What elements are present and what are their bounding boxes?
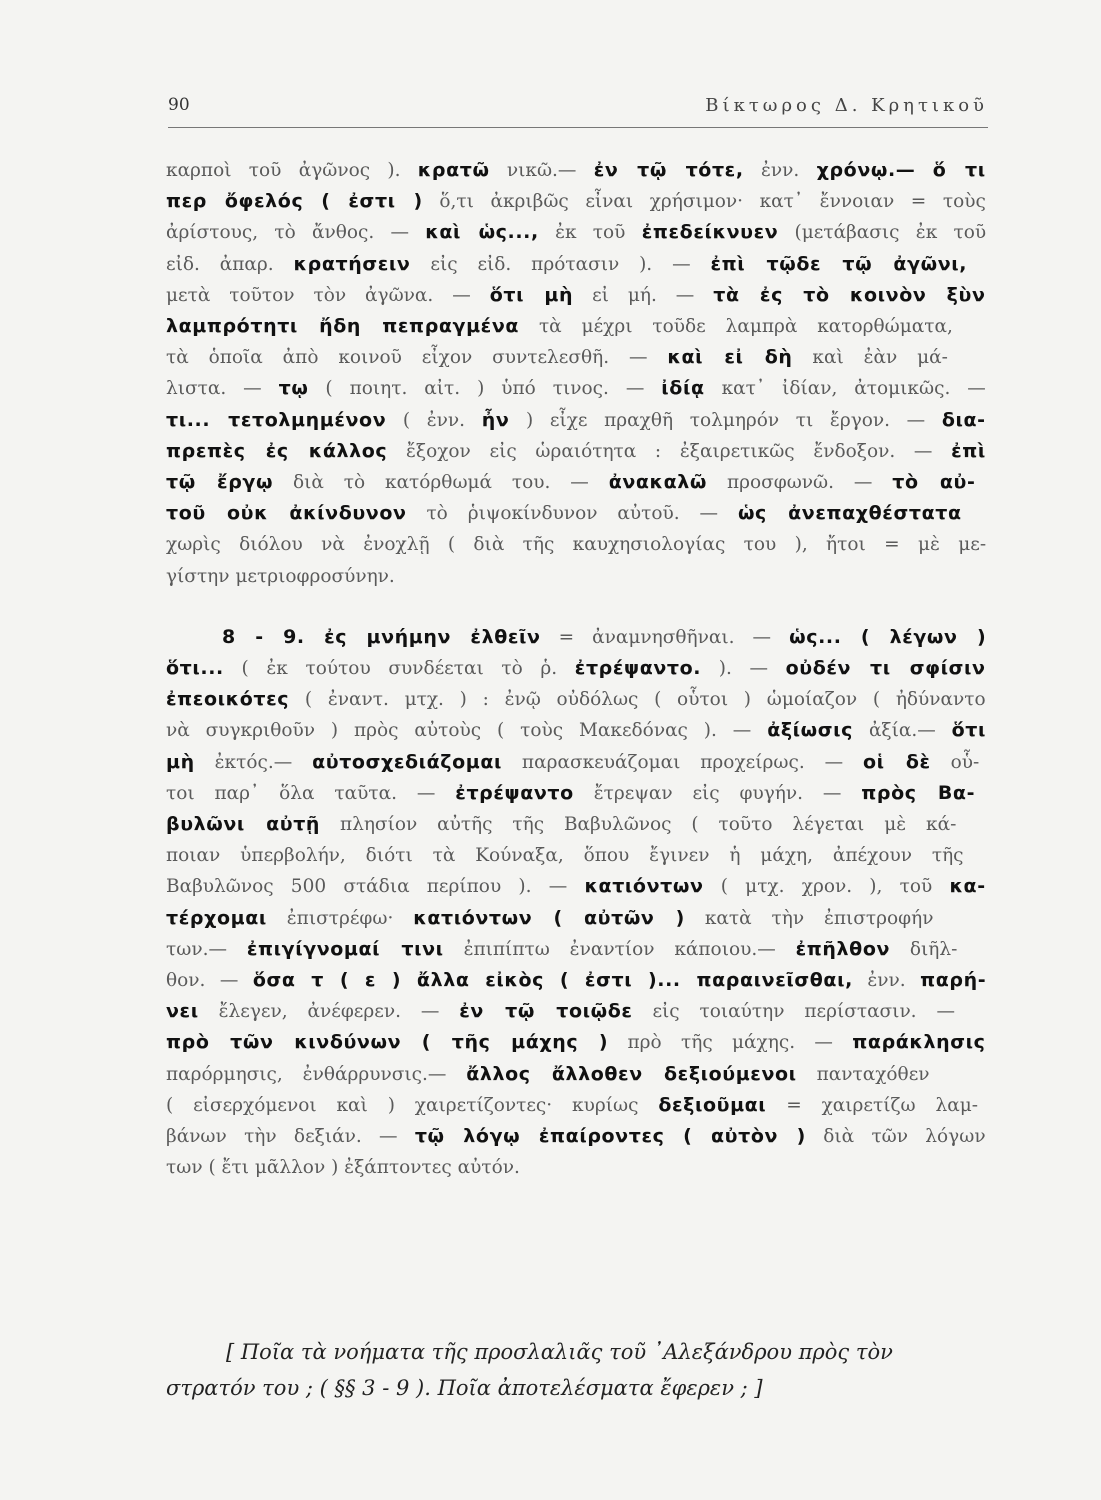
lemma-term: νει xyxy=(166,1000,199,1023)
gloss-text: εἰ μή. — xyxy=(592,284,695,306)
lemma-term: ἐπὶ τῷδε τῷ ἀγῶνι, xyxy=(710,252,968,275)
gloss-text: ( εἰσερχόμενοι καὶ ) χαιρετίζοντες· κυρίως xyxy=(166,1094,639,1116)
lemma-term: ἄλλος ἄλλοθεν δεξιούμενοι xyxy=(466,1062,797,1085)
lemma-term: ἐπιγίγνομαί τινι xyxy=(246,937,444,960)
text-line xyxy=(166,622,986,653)
gloss-text: τὰ μέχρι τοῦδε λαμπρὰ κατορθώματα, xyxy=(538,316,953,338)
lemma-term: δεξιοῦμαι xyxy=(658,1093,767,1116)
study-question-line-2: στρατόν του ; ( §§ 3 - 9 ). Ποῖα ἀποτελέσματα ἔφερεν ; ] xyxy=(166,1376,763,1400)
gloss-text: τὸ ῥιψοκίνδυνον αὐτοῦ. — xyxy=(426,503,719,525)
lemma-term: ἐν τῷ τότε, xyxy=(593,159,744,181)
lemma-term: ἀξίωσις xyxy=(767,719,854,742)
lemma-term: τῳ xyxy=(278,377,309,400)
text-line xyxy=(166,684,986,715)
lemma-term: κατιόντων xyxy=(584,875,704,898)
lemma-term: τῷ ἔργῳ xyxy=(166,471,274,494)
text-line xyxy=(166,1059,986,1090)
gloss-text: ἔλεγεν, ἀνέφερεν. — xyxy=(218,1001,440,1023)
page-number: 90 xyxy=(168,95,190,115)
header-rule xyxy=(168,127,988,128)
text-line xyxy=(166,934,986,965)
lemma-term: ἦν xyxy=(481,408,510,431)
lemma-term: καὶ εἰ δὴ xyxy=(667,346,793,369)
gloss-text: ἐνν. xyxy=(760,160,800,181)
lemma-term: ἐπεδείκνυεν xyxy=(641,221,779,244)
study-question-line-1: [ Ποῖα τὰ νοήματα τῆς προσλαλιᾶς τοῦ ᾿Αλεξάνδρου πρὸς τὸν xyxy=(226,1340,893,1364)
gloss-text: ( ποιητ. αἰτ. ) ὑπό τινος. — xyxy=(325,378,645,400)
lemma-term: ἐτρέψαντο. xyxy=(574,657,702,680)
gloss-text: νικῶ.— xyxy=(506,160,577,181)
text-line xyxy=(166,1090,986,1121)
text-line xyxy=(166,217,986,248)
gloss-text: = χαιρετίζω λαμ- xyxy=(786,1094,978,1116)
gloss-text: ). — xyxy=(718,658,768,680)
lemma-term: κρατῶ xyxy=(417,159,490,181)
gloss-text: λιστα. — xyxy=(166,378,262,400)
text-line xyxy=(166,405,986,436)
text-line xyxy=(166,561,986,592)
text-line xyxy=(166,529,986,560)
gloss-text: πανταχόθεν xyxy=(816,1063,930,1085)
lemma-term: ὅτι... xyxy=(166,657,224,680)
gloss-text: ἐκτός.— xyxy=(214,751,293,773)
gloss-text: ( ἐναντ. μτχ. ) : ἐνῷ οὐδόλως ( οὗτοι ) ὡμοίαζον ( ἠδύναντο xyxy=(304,689,986,711)
text-line xyxy=(166,155,986,186)
lemma-term: πρεπὲς ἐς κάλλος xyxy=(166,439,388,462)
gloss-text: ἔξοχον εἰς ὡραιότητα : ἐξαιρετικῶς ἔνδοξον. — xyxy=(405,440,933,462)
gloss-text: ἐπιπίπτω ἐναντίον κάποιου.— xyxy=(463,938,776,960)
gloss-text: εἰς τοιαύτην περίστασιν. — xyxy=(652,1001,955,1023)
gloss-text: τὰ ὁποῖα ἀπὸ κοινοῦ εἶχον συντελεσθῆ. — xyxy=(166,347,648,369)
gloss-text: πρὸ τῆς μάχης. — xyxy=(627,1032,833,1054)
gloss-text: (μετάβασις ἐκ τοῦ xyxy=(794,222,986,244)
text-line xyxy=(166,1027,986,1058)
gloss-text: τοι παρ᾽ ὅλα ταῦτα. — xyxy=(166,782,436,804)
text-line xyxy=(166,871,986,902)
lemma-term: ἐτρέψαντο xyxy=(455,781,574,804)
lemma-term: καὶ ὡς..., xyxy=(425,221,539,244)
lemma-term: κα- xyxy=(949,875,986,898)
lemma-term: ὡς... ( λέγων ) xyxy=(789,625,986,648)
lemma-term: 8 - 9. ἐς μνήμην ἐλθεῖν xyxy=(222,625,541,648)
gloss-text: ἀρίστους, τὸ ἄνθος. — xyxy=(166,222,409,244)
gloss-text: διὰ τὸ κατόρθωμά του. — xyxy=(292,472,589,494)
gloss-text: ) εἶχε πραχθῆ τολμηρόν τι ἔργον. — xyxy=(526,409,926,431)
gloss-text: διῆλ- xyxy=(909,938,958,960)
lemma-term: ἐπεοικότες xyxy=(166,688,290,711)
gloss-text: ἐπιστρέφω· xyxy=(286,907,394,929)
text-line xyxy=(166,965,986,996)
text-line xyxy=(166,436,986,467)
gloss-text: ἀξία.— xyxy=(868,720,936,742)
lemma-term: μὴ xyxy=(166,750,195,773)
gloss-text: εἰδ. ἀπαρ. xyxy=(166,253,274,275)
gloss-text: διὰ τῶν λόγων xyxy=(823,1126,986,1148)
commentary-body xyxy=(166,155,986,1184)
text-line xyxy=(166,747,986,778)
lemma-term: αὐτοσχεδιάζομαι xyxy=(312,750,503,773)
text-line xyxy=(166,342,986,373)
lemma-term: τέρχομαι xyxy=(166,906,267,929)
gloss-text: νὰ συγκριθοῦν ) πρὸς αὐτοὺς ( τοὺς Μακεδόνας ). — xyxy=(166,720,752,742)
text-line xyxy=(166,249,986,280)
lemma-term: δια- xyxy=(941,408,986,431)
text-line xyxy=(166,1121,986,1152)
gloss-text: καρποὶ τοῦ ἀγῶνος ). xyxy=(166,160,401,181)
gloss-text: ἐκ τοῦ xyxy=(555,222,626,244)
gloss-text: εἰς εἰδ. πρότασιν ). — xyxy=(430,253,691,275)
lemma-term: κρατήσειν xyxy=(293,252,411,275)
lemma-term: ὡς ἀνεπαχθέστατα xyxy=(737,502,962,525)
lemma-term: οὐδέν τι σφίσιν xyxy=(785,657,986,680)
gloss-text: των.— xyxy=(166,938,227,960)
lemma-term: τοῦ οὐκ ἀκίνδυνον xyxy=(166,502,407,525)
gloss-text: γίστην μετριοφροσύνην. xyxy=(166,565,395,587)
text-line xyxy=(166,809,986,840)
gloss-text: ἐνν. xyxy=(867,970,906,992)
gloss-text: Βαβυλῶνος 500 στάδια περίπου ). — xyxy=(166,876,568,898)
lemma-term: τῷ λόγῳ ἐπαίροντες ( αὐτὸν ) xyxy=(414,1125,806,1148)
text-line xyxy=(166,498,986,529)
text-line xyxy=(166,467,986,498)
lemma-term: κατιόντων ( αὐτῶν ) xyxy=(413,906,685,929)
lemma-term: χρόνῳ.— xyxy=(816,159,916,181)
text-line xyxy=(166,1152,986,1183)
gloss-text: ( ἐνν. xyxy=(402,409,466,431)
lemma-term: ὅ τι xyxy=(932,159,986,181)
text-line xyxy=(166,715,986,746)
gloss-text: βάνων τὴν δεξιάν. — xyxy=(166,1126,398,1148)
lemma-term: ἰδίᾳ xyxy=(661,377,705,400)
lemma-term: πρὸ τῶν κινδύνων ( τῆς μάχης ) xyxy=(166,1031,609,1054)
gloss-text: οὗ- xyxy=(950,751,980,773)
page-header xyxy=(168,95,988,123)
gloss-text: ( μτχ. χρον. ), τοῦ xyxy=(720,876,933,898)
lemma-term: περ ὄφελός ( ἐστι ) xyxy=(166,190,423,213)
gloss-text: πλησίον αὐτῆς τῆς Βαβυλῶνος ( τοῦτο λέγεται μὲ κά- xyxy=(339,814,957,836)
lemma-term: ὅτι xyxy=(951,719,986,742)
gloss-text: θον. — xyxy=(166,970,239,992)
gloss-text: παρασκευάζομαι προχείρως. — xyxy=(521,751,844,773)
gloss-text: ὅ,τι ἀκριβῶς εἶναι χρήσιμον· κατ᾽ ἔννοιαν = τοὺς xyxy=(439,191,986,213)
lemma-term: οἱ δὲ xyxy=(862,750,931,773)
lemma-term: τι... τετολμημένον xyxy=(166,408,387,431)
lemma-term: τὸ αὐ- xyxy=(892,471,976,494)
commentary-paragraph-1 xyxy=(166,155,986,592)
lemma-term: παράκλησις xyxy=(852,1031,986,1054)
lemma-term: λαμπρότητι ἤδη πεπραγμένα xyxy=(166,315,520,338)
gloss-text: μετὰ τοῦτον τὸν ἀγῶνα. — xyxy=(166,284,471,306)
gloss-text: ἔτρεψαν εἰς φυγήν. — xyxy=(593,782,842,804)
gloss-text: καὶ ἐὰν μά- xyxy=(812,347,948,369)
gloss-text: ποιαν ὑπερβολήν, διότι τὰ Κούναξα, ὅπου ἔγινεν ἡ μάχη, ἀπέχουν τῆς xyxy=(166,845,964,867)
lemma-term: παρή- xyxy=(920,969,986,992)
lemma-term: ὅτι μὴ xyxy=(489,283,574,306)
text-line xyxy=(166,996,986,1027)
text-line xyxy=(166,311,986,342)
lemma-term: ἀνακαλῶ xyxy=(608,471,708,494)
commentary-paragraph-2 xyxy=(166,622,986,1184)
lemma-term: ἐπῆλθον xyxy=(795,937,891,960)
study-question xyxy=(166,1334,986,1406)
lemma-term: βυλῶνι αὐτῇ xyxy=(166,813,321,836)
text-line xyxy=(166,373,986,404)
running-head: Βίκτωρος Δ. Κρητικοῦ xyxy=(705,95,988,116)
gloss-text: ( ἐκ τούτου συνδέεται τὸ ῥ. xyxy=(241,658,558,680)
lemma-term: ἐν τῷ τοιῷδε xyxy=(459,1000,633,1023)
text-line xyxy=(166,903,986,934)
lemma-term: τὰ ἐς τὸ κοινὸν ξὺν xyxy=(713,283,986,306)
gloss-text: = ἀναμνησθῆναι. — xyxy=(558,626,772,648)
gloss-text: των ( ἔτι μᾶλλον ) ἐξάπτοντες αὐτόν. xyxy=(166,1157,520,1179)
text-line xyxy=(166,840,986,871)
text-line xyxy=(166,280,986,311)
gloss-text: προσφωνῶ. — xyxy=(726,472,873,494)
gloss-text: κατ᾽ ἰδίαν, ἀτομικῶς. — xyxy=(721,378,986,400)
gloss-text: χωρὶς διόλου νὰ ἐνοχλῇ ( διὰ τῆς καυχησιολογίας του ), ἤτοι = μὲ με- xyxy=(166,534,986,556)
text-line xyxy=(166,653,986,684)
lemma-term: ὅσα τ ( ε ) ἄλλα εἰκὸς ( ἐστι )... παραινεῖσθαι, xyxy=(252,969,853,992)
lemma-term: πρὸς Βα- xyxy=(861,781,976,804)
text-line xyxy=(166,186,986,217)
text-line xyxy=(166,778,986,809)
gloss-text: κατὰ τὴν ἐπιστροφήν xyxy=(704,907,934,929)
lemma-term: ἐπὶ xyxy=(951,439,986,462)
gloss-text: παρόρμησις, ἐνθάρρυνσις.— xyxy=(166,1063,447,1085)
